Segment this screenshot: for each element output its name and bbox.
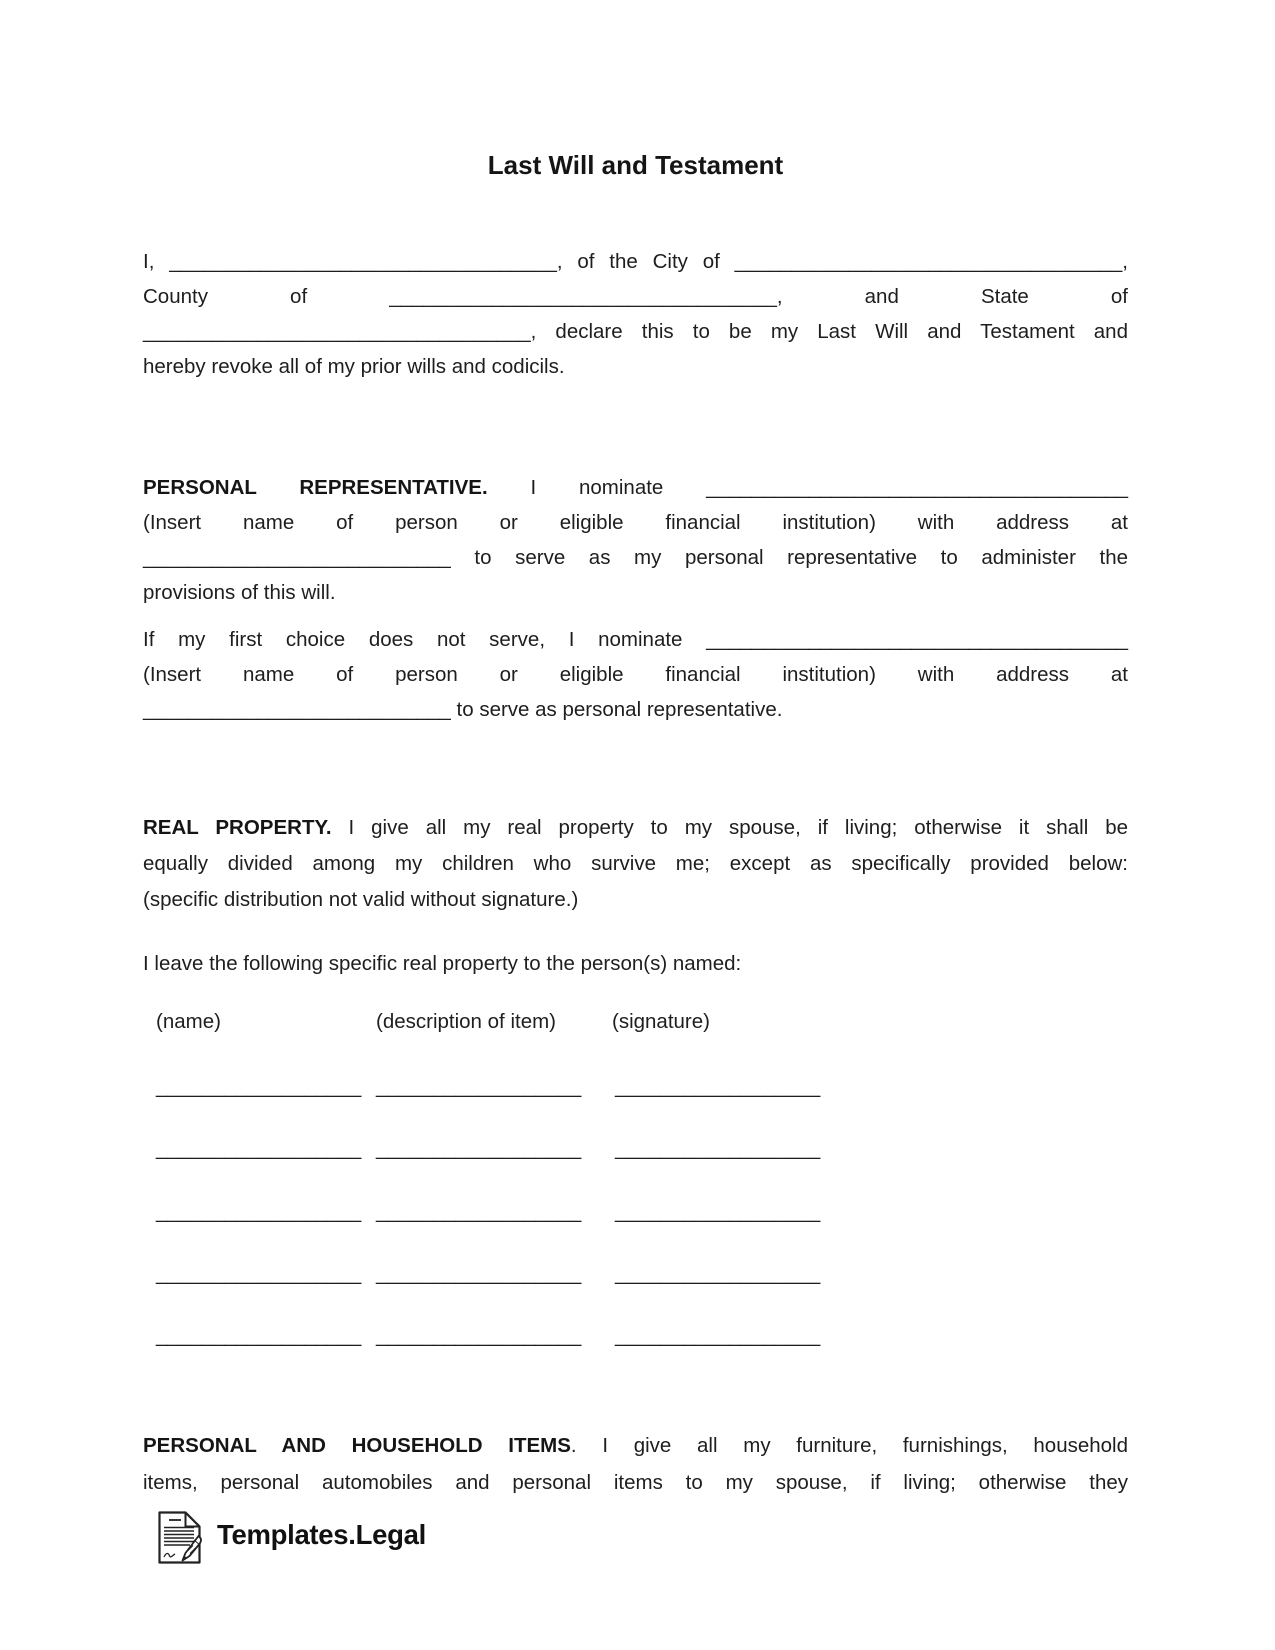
text-line: equally divided among my children who survive me; except as specifically provided below: — [143, 852, 1128, 875]
text-line: ___________________________ to serve as my personal representative to administer the — [143, 546, 1128, 569]
text-line: If my first choice does not serve, I nominate _____________________________________ — [143, 628, 1128, 651]
document-pencil-logo-icon — [156, 1510, 204, 1571]
blank-line-field: __________________ — [156, 1137, 362, 1160]
text-line: (Insert name of person or eligible financial institution) with address at — [143, 663, 1128, 686]
text-line — [143, 1427, 1128, 1464]
blank-line-field: __________________ — [156, 1075, 362, 1098]
real-property-paragraph — [143, 810, 1128, 918]
text-line: hereby revoke all of my prior wills and codicils. — [143, 355, 565, 378]
table-row — [143, 1073, 1128, 1101]
text-run: I give all my real property to my spouse, if living; otherwise it shall be — [331, 816, 1129, 839]
blank-line-field: __________________ — [156, 1200, 362, 1223]
property-table-header-row — [143, 1008, 1128, 1036]
blank-line-field: __________________ — [376, 1324, 582, 1347]
column-header-signature: (signature) — [612, 1010, 710, 1033]
text-line — [143, 470, 1128, 505]
table-row — [143, 1135, 1128, 1163]
table-row — [143, 1260, 1128, 1288]
blank-line-field: __________________ — [615, 1262, 821, 1285]
text-line: ___________________________ to serve as personal representative. — [143, 698, 783, 721]
table-row — [143, 1322, 1128, 1350]
household-items-paragraph — [143, 1427, 1128, 1501]
text-line — [143, 810, 1128, 846]
blank-line-field: __________________ — [156, 1262, 362, 1285]
blank-line-field: __________________ — [156, 1324, 362, 1347]
blank-line-field: __________________ — [615, 1200, 821, 1223]
blank-line-field: __________________ — [376, 1075, 582, 1098]
text-line: I leave the following specific real property to the person(s) named: — [143, 952, 742, 975]
column-header-name: (name) — [156, 1010, 221, 1033]
personal-representative-paragraph — [143, 470, 1128, 610]
blank-line-field: __________________ — [376, 1262, 582, 1285]
text-line: items, personal automobiles and personal items to my spouse, if living; otherwise they — [143, 1471, 1128, 1494]
section-heading: REAL PROPERTY. — [143, 816, 332, 839]
document-title: Last Will and Testament — [487, 150, 784, 180]
blank-line-field: __________________ — [615, 1075, 821, 1098]
text-run: . I give all my furniture, furnishings, household — [570, 1434, 1129, 1457]
blank-line-field: __________________ — [376, 1137, 582, 1160]
intro-paragraph — [143, 244, 1128, 384]
text-line: provisions of this will. — [143, 581, 336, 604]
blank-line-field: __________________ — [615, 1324, 821, 1347]
text-line: (specific distribution not valid without signature.) — [143, 888, 579, 911]
text-line: (Insert name of person or eligible financial institution) with address at — [143, 511, 1128, 534]
column-header-description: (description of item) — [376, 1010, 557, 1033]
blank-line-field: __________________ — [376, 1200, 582, 1223]
section-heading: PERSONAL REPRESENTATIVE. — [143, 476, 488, 499]
text-line: I, __________________________________, of the City of __________________________________, — [143, 250, 1128, 273]
text-run: I nominate _____________________________________ — [487, 476, 1128, 499]
text-line: County of __________________________________, and State of — [143, 285, 1128, 308]
brand-name: Templates.Legal — [217, 1519, 426, 1550]
real-property-lead-in — [143, 946, 1128, 981]
table-row — [143, 1198, 1128, 1226]
section-heading: PERSONAL AND HOUSEHOLD ITEMS — [143, 1434, 571, 1457]
alternate-representative-paragraph — [143, 622, 1128, 727]
text-line: __________________________________, declare this to be my Last Will and Testament and — [143, 320, 1128, 343]
blank-line-field: __________________ — [615, 1137, 821, 1160]
